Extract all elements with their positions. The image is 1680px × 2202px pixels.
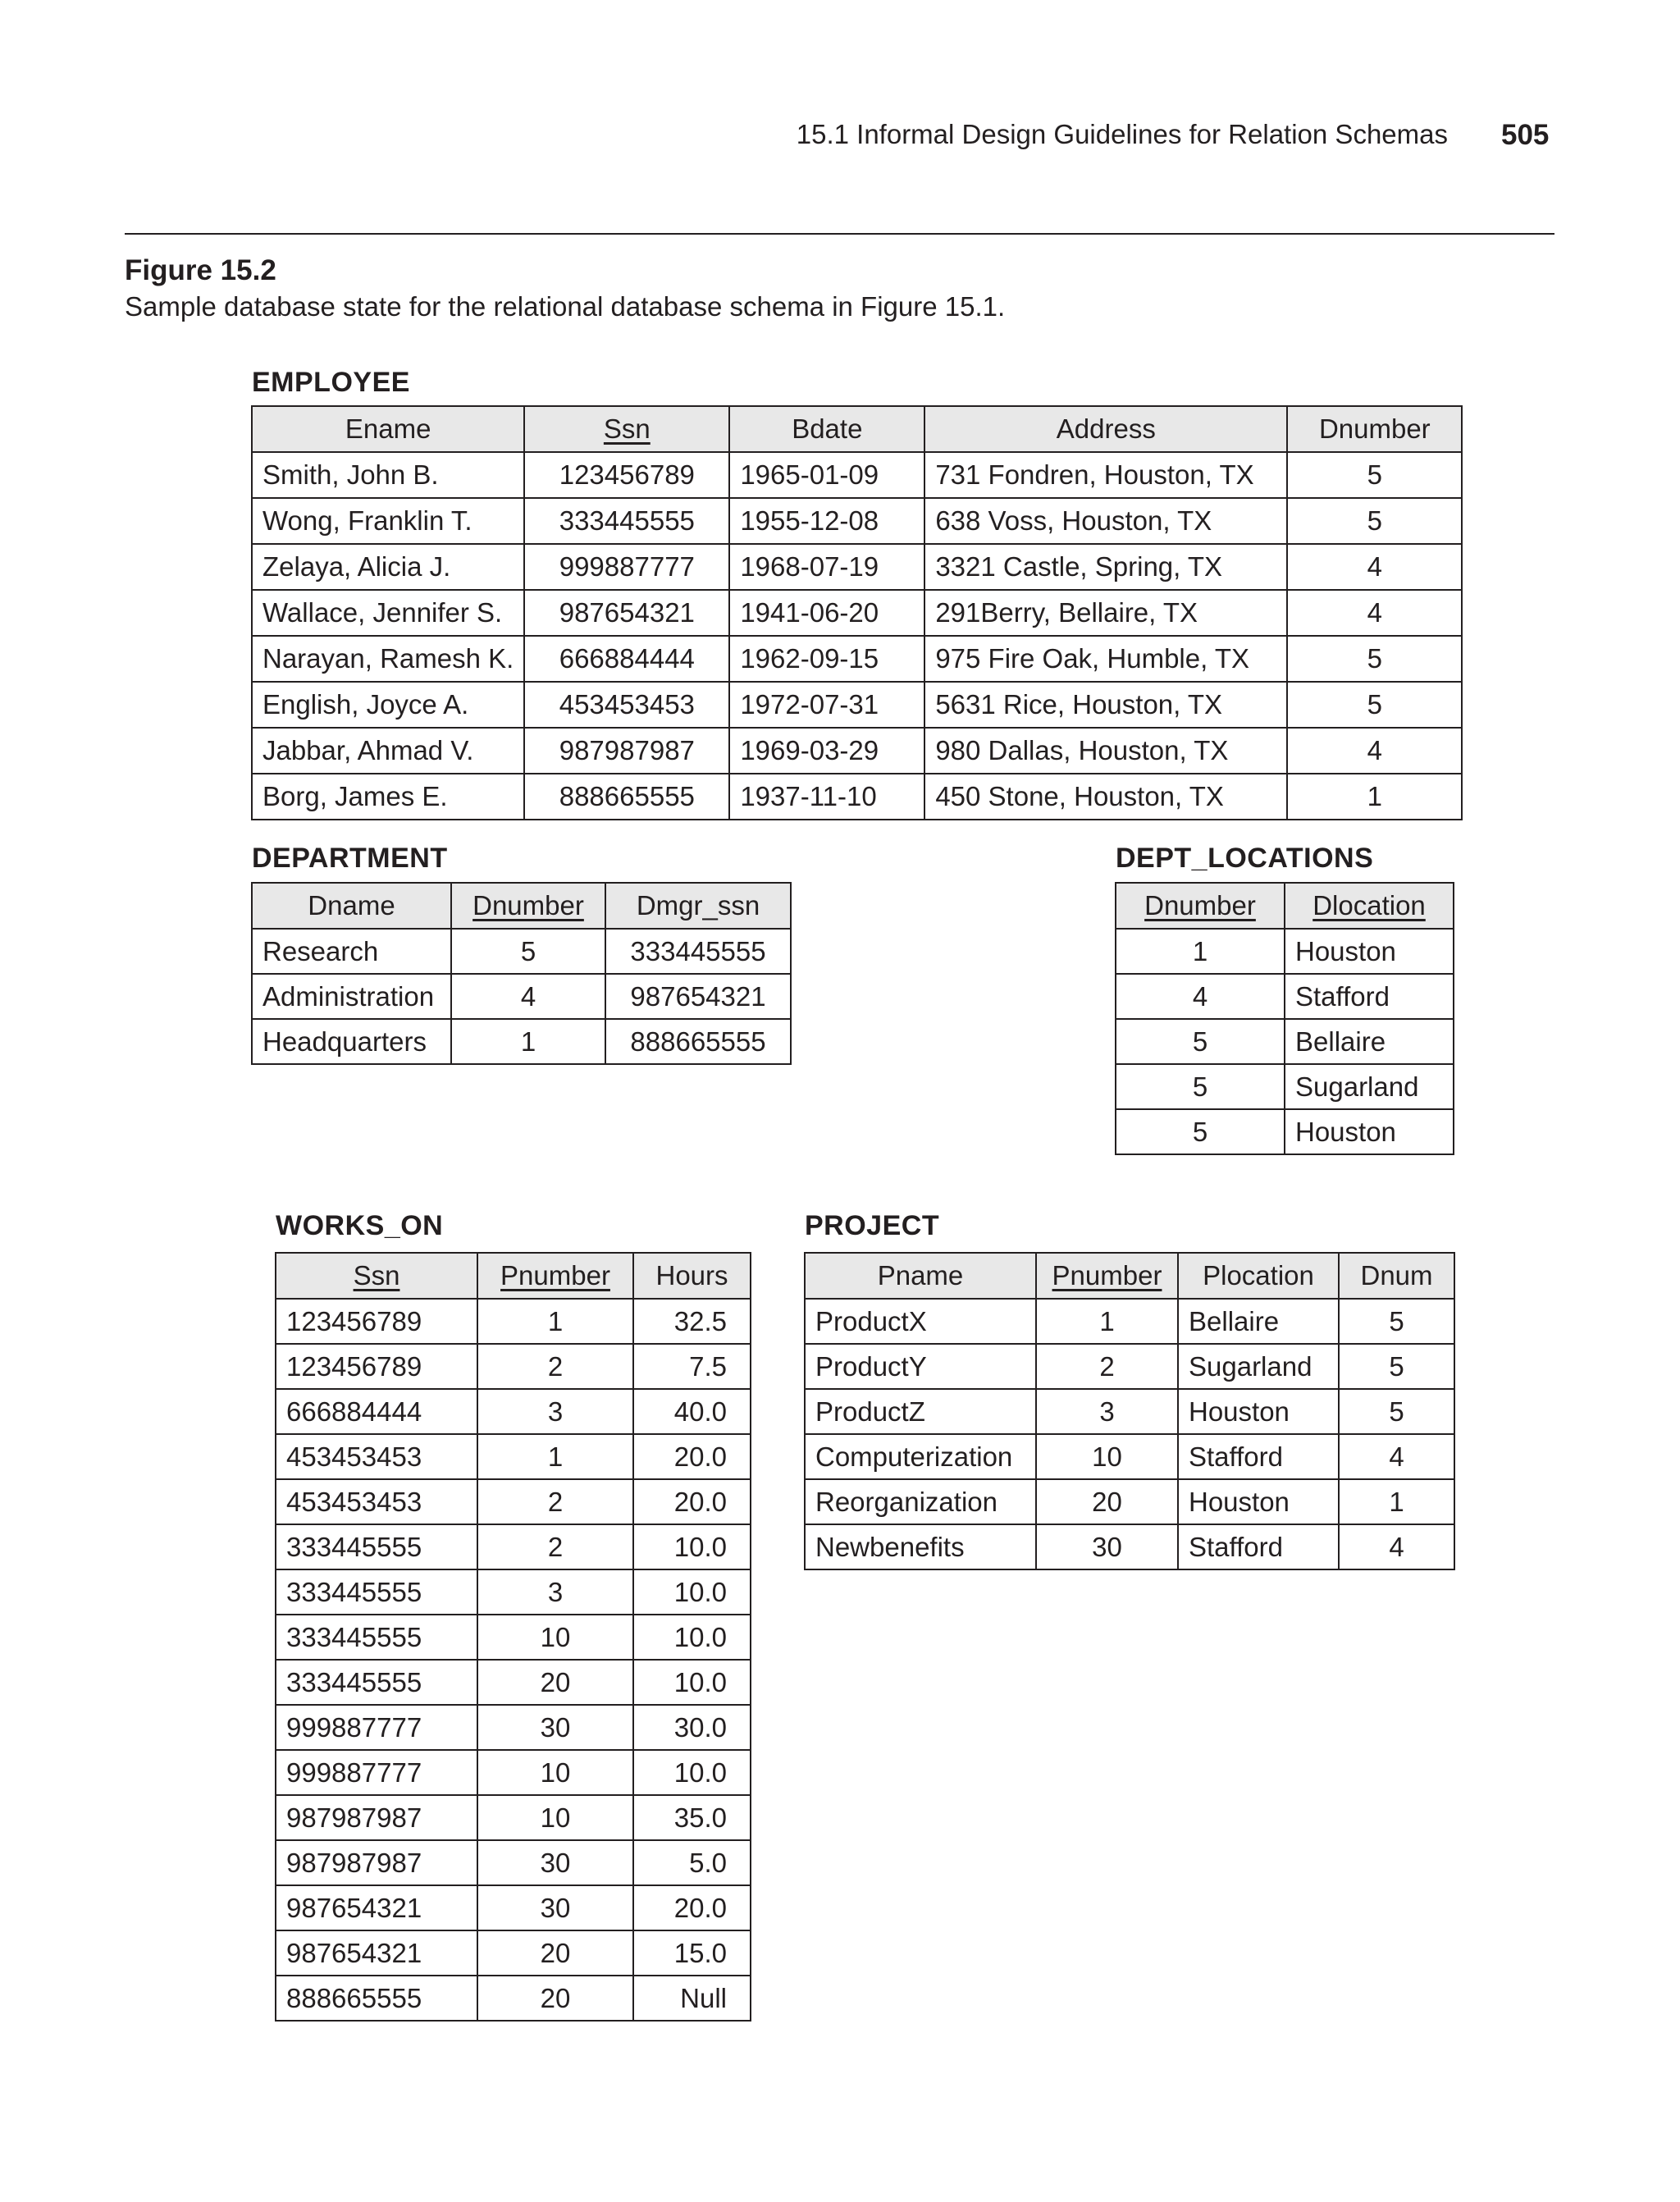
table-cell: 1 [477,1434,633,1479]
table-cell: 20.0 [633,1434,751,1479]
employee-table [251,405,1463,820]
table-cell: 2 [477,1524,633,1569]
table-cell: 2 [1036,1344,1178,1389]
table-row [252,974,791,1019]
table-cell: 2 [477,1479,633,1524]
table-cell: 291Berry, Bellaire, TX [924,590,1287,636]
table-row [252,590,1462,636]
table-cell: 30 [1036,1524,1178,1569]
table-row [276,1840,751,1885]
table-cell: 5 [1339,1344,1454,1389]
table-cell: 3 [477,1389,633,1434]
table-row [276,1389,751,1434]
table-cell: 987654321 [605,974,791,1019]
table-cell: 5 [1339,1389,1454,1434]
table-cell: Stafford [1178,1524,1339,1569]
column-header-dname: Dname [252,883,451,929]
figure-caption: Sample database state for the relational database schema in Figure 15.1. [125,291,1006,322]
column-header-hours: Hours [633,1253,751,1299]
table-cell: 32.5 [633,1299,751,1344]
table-cell: 1972-07-31 [729,682,924,728]
column-header-dnumber: Dnumber [451,883,605,929]
table-cell: 5 [1287,682,1462,728]
table-cell: 4 [1287,544,1462,590]
table-cell: 10.0 [633,1524,751,1569]
table-cell: 20 [477,1976,633,2021]
table-cell: 333445555 [276,1569,477,1615]
table-cell: 453453453 [276,1434,477,1479]
table-cell: 333445555 [276,1524,477,1569]
column-header-address: Address [924,406,1287,452]
table-cell: 1 [1287,774,1462,820]
table-cell: 975 Fire Oak, Humble, TX [924,636,1287,682]
table-cell: Bellaire [1285,1019,1454,1064]
table-cell: 2 [477,1344,633,1389]
table-cell: 5 [451,929,605,974]
table-row [276,1885,751,1930]
table-cell: Wong, Franklin T. [252,498,524,544]
table-cell: 5.0 [633,1840,751,1885]
table-cell: 453453453 [524,682,729,728]
table-cell: 1955-12-08 [729,498,924,544]
table-row [252,498,1462,544]
table-row [276,1705,751,1750]
table-cell: 5631 Rice, Houston, TX [924,682,1287,728]
table-cell: 888665555 [605,1019,791,1064]
table-cell: Newbenefits [805,1524,1036,1569]
table-cell: 987654321 [276,1930,477,1976]
running-head: 15.1 Informal Design Guidelines for Relation Schemas [796,119,1448,149]
table-row [252,774,1462,820]
table-cell: Narayan, Ramesh K. [252,636,524,682]
table-row [1116,974,1454,1019]
table-cell: 1 [477,1299,633,1344]
column-header-dmgr-ssn: Dmgr_ssn [605,883,791,929]
column-header-pname: Pname [805,1253,1036,1299]
table-cell: 10 [477,1615,633,1660]
table-cell: Sugarland [1178,1344,1339,1389]
table-cell: 450 Stone, Houston, TX [924,774,1287,820]
table-row [276,1976,751,2021]
table-cell: ProductY [805,1344,1036,1389]
table-row [252,929,791,974]
table-cell: Houston [1285,929,1454,974]
table-row [252,682,1462,728]
table-row [1116,1109,1454,1154]
column-header-ename: Ename [252,406,524,452]
table-cell: 30 [477,1885,633,1930]
table-cell: 5 [1116,1019,1285,1064]
table-cell: 10.0 [633,1660,751,1705]
table-cell: 333445555 [276,1660,477,1705]
table-row [805,1389,1454,1434]
table-cell: 15.0 [633,1930,751,1976]
table-row [805,1344,1454,1389]
table-cell: 987987987 [276,1840,477,1885]
table-cell: 888665555 [276,1976,477,2021]
table-row [276,1299,751,1344]
table-cell: 987654321 [524,590,729,636]
table-row [252,1019,791,1064]
table-cell: 123456789 [276,1344,477,1389]
table-row [1116,1064,1454,1109]
table-cell: Null [633,1976,751,2021]
table-cell: Jabbar, Ahmad V. [252,728,524,774]
table-cell: 999887777 [276,1750,477,1795]
table-cell: 1 [1036,1299,1178,1344]
column-header-bdate: Bdate [729,406,924,452]
table-cell: 333445555 [524,498,729,544]
table-cell: 10.0 [633,1615,751,1660]
table-cell: 20 [477,1930,633,1976]
table-cell: Stafford [1178,1434,1339,1479]
figure-label: Figure 15.2 [125,254,276,286]
table-cell: 999887777 [276,1705,477,1750]
table-cell: 10.0 [633,1750,751,1795]
table-cell: 731 Fondren, Houston, TX [924,452,1287,498]
table-cell: 20.0 [633,1885,751,1930]
table-cell: Wallace, Jennifer S. [252,590,524,636]
table-cell: 1 [1339,1479,1454,1524]
dept-locations-table-title: DEPT_LOCATIONS [1116,843,1374,874]
table-cell: Reorganization [805,1479,1036,1524]
table-cell: 4 [451,974,605,1019]
table-cell: 1969-03-29 [729,728,924,774]
column-header-plocation: Plocation [1178,1253,1339,1299]
table-cell: Zelaya, Alicia J. [252,544,524,590]
table-cell: 5 [1339,1299,1454,1344]
table-cell: 999887777 [524,544,729,590]
table-cell: 4 [1287,728,1462,774]
table-row [805,1479,1454,1524]
table-cell: 5 [1287,636,1462,682]
table-row [805,1299,1454,1344]
project-table [804,1252,1455,1570]
table-row [276,1930,751,1976]
table-cell: Research [252,929,451,974]
table-cell: Houston [1285,1109,1454,1154]
table-cell: Houston [1178,1389,1339,1434]
table-cell: 666884444 [276,1389,477,1434]
table-cell: 1941-06-20 [729,590,924,636]
table-cell: 4 [1287,590,1462,636]
department-table-title: DEPARTMENT [252,843,448,874]
department-table [251,882,792,1065]
column-header-dlocation: Dlocation [1285,883,1454,929]
table-cell: Bellaire [1178,1299,1339,1344]
table-cell: 123456789 [524,452,729,498]
table-cell: 987987987 [276,1795,477,1840]
table-cell: 5 [1116,1109,1285,1154]
column-header-pnumber: Pnumber [1036,1253,1178,1299]
table-cell: 888665555 [524,774,729,820]
table-cell: 7.5 [633,1344,751,1389]
column-header-dnumber: Dnumber [1287,406,1462,452]
table-row [276,1344,751,1389]
table-cell: 638 Voss, Houston, TX [924,498,1287,544]
table-cell: 35.0 [633,1795,751,1840]
table-cell: Computerization [805,1434,1036,1479]
table-cell: 3 [477,1569,633,1615]
table-cell: 30 [477,1705,633,1750]
table-row [805,1434,1454,1479]
table-row [252,636,1462,682]
table-cell: 1937-11-10 [729,774,924,820]
table-cell: Houston [1178,1479,1339,1524]
table-cell: 10.0 [633,1569,751,1615]
table-cell: 3321 Castle, Spring, TX [924,544,1287,590]
table-cell: English, Joyce A. [252,682,524,728]
table-row [276,1479,751,1524]
works-on-table-title: WORKS_ON [276,1210,444,1241]
table-cell: Stafford [1285,974,1454,1019]
table-cell: 10 [1036,1434,1178,1479]
column-header-dnum: Dnum [1339,1253,1454,1299]
header-rule [125,233,1554,235]
table-cell: 987654321 [276,1885,477,1930]
table-cell: 1965-01-09 [729,452,924,498]
table-cell: 987987987 [524,728,729,774]
column-header-ssn: Ssn [276,1253,477,1299]
table-cell: 1962-09-15 [729,636,924,682]
page-number: 505 [1501,119,1550,151]
table-row [276,1660,751,1705]
table-cell: 4 [1116,974,1285,1019]
column-header-dnumber: Dnumber [1116,883,1285,929]
table-cell: 1 [1116,929,1285,974]
table-cell: Sugarland [1285,1064,1454,1109]
table-row [276,1615,751,1660]
table-cell: 20 [477,1660,633,1705]
table-cell: 20 [1036,1479,1178,1524]
table-cell: 30 [477,1840,633,1885]
table-cell: 333445555 [605,929,791,974]
table-row [276,1524,751,1569]
table-cell: 5 [1287,452,1462,498]
column-header-pnumber: Pnumber [477,1253,633,1299]
table-cell: ProductX [805,1299,1036,1344]
table-row [276,1795,751,1840]
table-cell: 10 [477,1750,633,1795]
dept-locations-table [1115,882,1454,1155]
table-row [276,1750,751,1795]
table-cell: 333445555 [276,1615,477,1660]
table-cell: 20.0 [633,1479,751,1524]
table-row [276,1434,751,1479]
table-row [1116,1019,1454,1064]
table-row [252,544,1462,590]
table-cell: 5 [1287,498,1462,544]
table-cell: ProductZ [805,1389,1036,1434]
works-on-table [275,1252,751,2022]
table-cell: 4 [1339,1524,1454,1569]
table-cell: 980 Dallas, Houston, TX [924,728,1287,774]
column-header-ssn: Ssn [524,406,729,452]
table-row [276,1569,751,1615]
table-cell: 40.0 [633,1389,751,1434]
table-cell: 5 [1116,1064,1285,1109]
table-cell: Borg, James E. [252,774,524,820]
table-cell: 123456789 [276,1299,477,1344]
table-cell: 10 [477,1795,633,1840]
table-cell: Headquarters [252,1019,451,1064]
table-cell: Administration [252,974,451,1019]
table-row [252,728,1462,774]
table-cell: 666884444 [524,636,729,682]
table-cell: 30.0 [633,1705,751,1750]
table-row [252,452,1462,498]
table-cell: 1 [451,1019,605,1064]
table-row [1116,929,1454,974]
table-cell: 453453453 [276,1479,477,1524]
table-cell: 1968-07-19 [729,544,924,590]
project-table-title: PROJECT [805,1210,940,1241]
table-cell: Smith, John B. [252,452,524,498]
table-row [805,1524,1454,1569]
table-cell: 3 [1036,1389,1178,1434]
table-cell: 4 [1339,1434,1454,1479]
employee-table-title: EMPLOYEE [252,367,410,398]
